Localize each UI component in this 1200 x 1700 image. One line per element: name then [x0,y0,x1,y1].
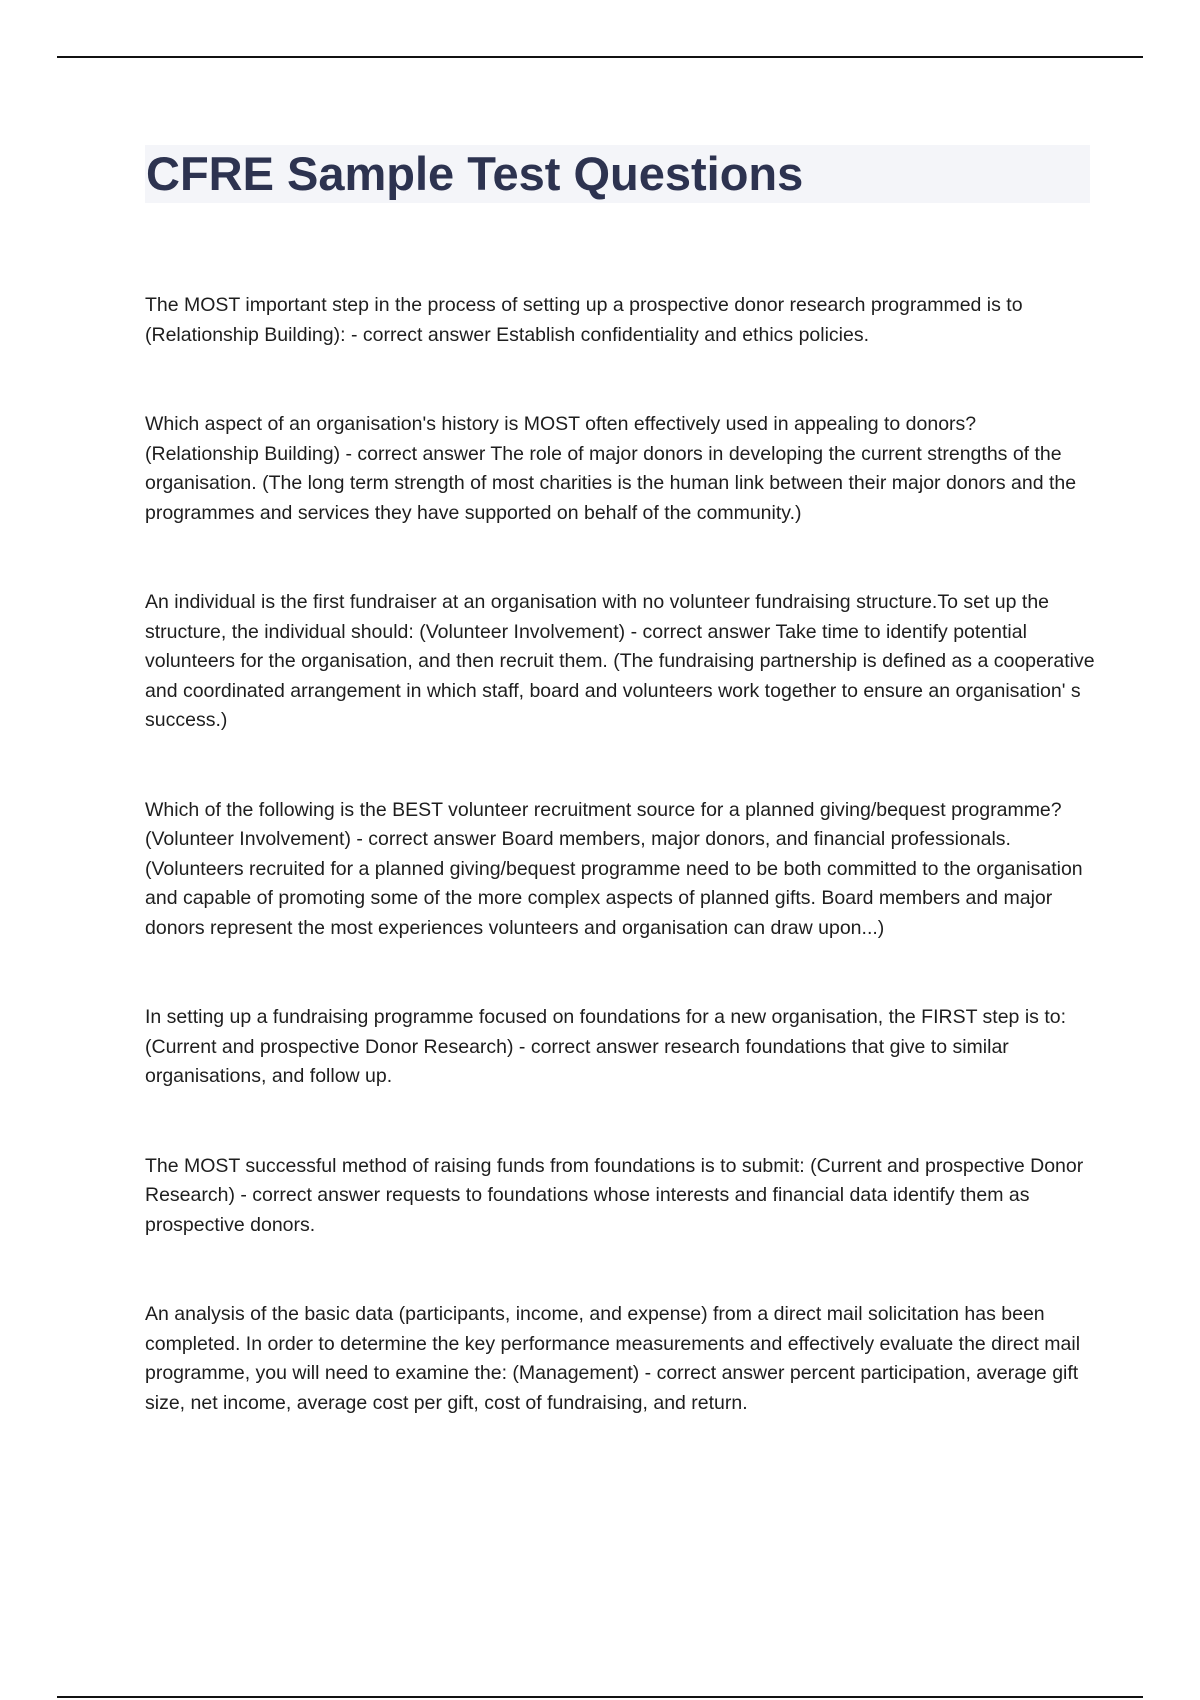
question-item: Which of the following is the BEST volunteer recruitment source for a planned giving/bequest programme? (Volunteer Involvement) - correct answer Board members, major donors, and financial professionals. (Volunteers recruited for a planned giving/bequest programme need to be both committed to the organisation and capable of promoting some of the more complex aspects of planned gifts. Board members and major donors represent the most experiences volunteers and organisation can draw upon...) [145,798,1083,939]
header-rule [57,56,1143,58]
question-item: An individual is the first fundraiser at an organisation with no volunteer fundraising structure.To set up the structure, the individual should: (Volunteer Involvement) - correct answer Take time to identify potential volunteers for the organisation, and then recruit them. (The fundraising partnership is defined as a cooperative and coordinated arrangement in which staff, board and volunteers work together to ensure an organisation' s success.) [145,591,1095,731]
question-list [145,291,1095,1478]
question-item: An analysis of the basic data (participants, income, and expense) from a direct mail solicitation has been completed. In order to determine the key performance measurements and effectively evaluate the direct mail programme, you will need to examine the: (Management) - correct answer percent participation, average gift size, net income, average cost per gift, cost of fundraising, and return. [145,1303,1081,1414]
question-item: Which aspect of an organisation's history is MOST often effectively used in appealing to donors? (Relationship Building) - correct answer The role of major donors in developing the current strengths of the organisation. (The long term strength of most charities is the human link between their major donors and the programmes and services they have supported on behalf of the community.) [145,413,1077,524]
question-item: The MOST important step in the process of setting up a prospective donor research programmed is to (Relationship Building): - correct answer Establish confidentiality and ethics policies. [145,294,1023,346]
question-item: In setting up a fundraising programme focused on foundations for a new organisation, the FIRST step is to: (Current and prospective Donor Research) - correct answer research foundations that give to similar organisations, and follow up. [145,1006,1067,1087]
document-title: CFRE Sample Test Questions [146,147,804,200]
question-item: The MOST successful method of raising funds from foundations is to submit: (Current and prospective Donor Research) - correct answer requests to foundations whose interests and financial data identify them as prospective donors. [145,1154,1084,1236]
footer-rule [57,1696,1143,1698]
